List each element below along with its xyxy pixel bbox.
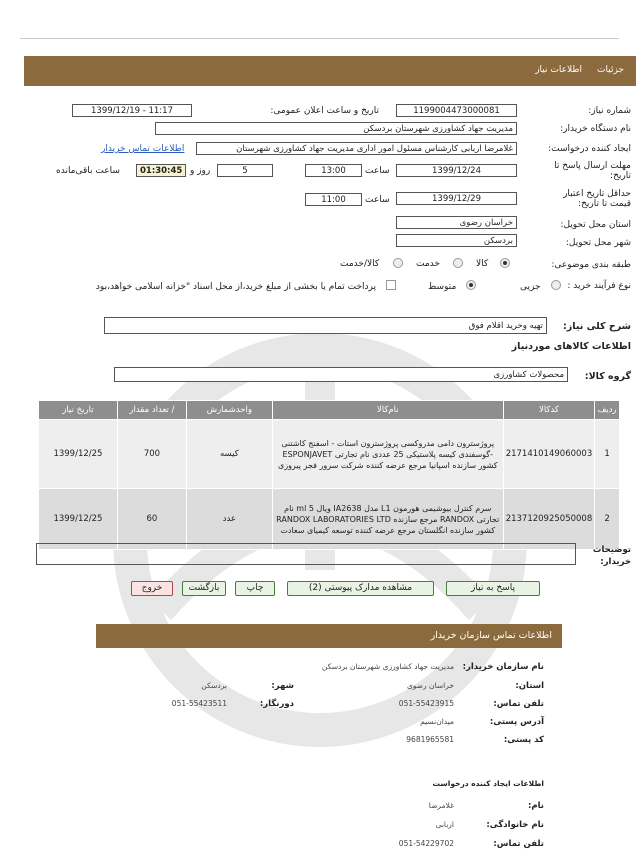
buyer-notes-label: توضیحات خریدار: [592,545,631,567]
row-code: 2137120925050008 [503,489,595,550]
city-field: بردسکن [396,234,517,247]
days-field: 5 [217,164,273,177]
row-code: 2171410149060003 [503,420,595,489]
contact-header [96,624,562,648]
deadline-label: مهلت ارسال پاسخ تا تاریخ: [554,161,631,181]
category-goods-radio[interactable] [500,258,510,268]
creator-phone-label: تلفن تماس: [493,839,544,849]
back-button[interactable]: بازگشت [182,581,226,596]
tab-need-info[interactable]: اطلاعات نیاز [535,65,582,75]
category-label: طبقه بندی موضوعی: [551,260,631,270]
address-label: آدرس پستی: [489,717,544,727]
phone-value: 051-55423915 [398,699,454,708]
province-label: استان محل تحویل: [560,220,631,230]
process-medium-radio[interactable] [466,280,476,290]
announce-label: تاریخ و ساعت اعلان عمومی: [270,106,379,116]
postal-label: کد پستی: [503,735,544,745]
deadline-date-field: 1399/12/24 [396,164,517,177]
goods-group-label: گروه کالا: [584,371,631,382]
process-small-label: جزیی [520,282,541,292]
row-unit: کیسه [186,420,272,489]
validity-time-field: 11:00 [305,193,362,206]
city-contact-value: بردسکن [201,681,227,690]
name-label: نام: [527,801,544,811]
row-unit: عدد [186,489,272,550]
family-value: اربابی [435,820,454,829]
row-index: 1 [595,420,620,489]
deadline-time-label: ساعت [365,166,390,176]
city-label: شهر محل تحویل: [565,238,631,248]
goods-info-title: اطلاعات کالاهای موردنیاز [511,341,631,352]
category-goods-label: کالا [476,259,489,269]
process-label: نوع فرآیند خرید : [567,281,631,291]
need-number-label: شماره نیاز: [588,106,631,116]
row-date: 1399/12/25 [39,489,118,550]
postal-value: 9681965581 [406,735,454,744]
col-date: تاریخ نیاز [39,401,118,420]
row-qty: 60 [117,489,186,550]
attachments-button[interactable]: مشاهده مدارک پیوستی (2) [287,581,434,596]
buyer-label: نام دستگاه خریدار: [560,124,631,134]
state-value: خراسان رضوی [406,681,454,690]
row-index: 2 [595,489,620,550]
org-label: نام سازمان خریدار: [462,662,544,672]
top-divider [20,38,619,39]
tab-details[interactable]: جزئیات [597,65,624,75]
name-value: غلامرضا [428,801,454,810]
page-header [24,56,636,86]
goods-table [38,400,620,550]
validity-time-label: ساعت [365,195,390,205]
col-code: کدکالا [503,401,595,420]
org-value: مدیریت جهاد کشاورزی شهرستان بردسکن [321,662,454,671]
creator-label: ایجاد کننده درخواست: [548,144,631,154]
category-goods-service-label: کالا/خدمت [340,259,380,269]
remaining-label: ساعت باقی‌مانده [56,166,120,176]
phone-label: تلفن تماس: [493,699,544,709]
days-label: روز و [190,166,211,176]
row-qty: 700 [117,420,186,489]
summary-label: شرح کلی نیاز: [562,321,631,332]
col-qty: / تعداد مقدار [117,401,186,420]
process-medium-label: متوسط [428,282,457,292]
fax-label: دورنگار: [259,699,294,709]
validity-date-field: 1399/12/29 [396,192,517,205]
table-row[interactable] [39,420,620,489]
state-label: استان: [515,681,544,691]
col-unit: واحدشمارش [186,401,272,420]
table-header-row [39,401,620,420]
category-service-label: خدمت [416,259,440,269]
family-label: نام خانوادگی: [486,820,544,830]
buyer-field: مدیریت جهاد کشاورزی شهرستان بردسکن [155,122,517,135]
row-name: پروژسترون دامی مدروکسی پروژسترون استات - اسفنج کاشتنی -گوسفندی کیسه پلاستیکی 25 عددی نام تجارتی ESPONJAVET کشور سازنده اسپانیا مرجع عرضه کننده شرکت سرور فجر پیروزی [272,420,503,489]
exit-button[interactable]: خروج [131,581,173,596]
table-row[interactable] [39,489,620,550]
category-goods-service-radio[interactable] [393,258,403,268]
city-contact-label: شهر: [271,681,294,691]
row-name: سرم کنترل بیوشیمی هورمون L1 مدل IA2638 ویال 5 ml نام تجارتی RANDOX مرجع سازنده RANDOX LABORATORIES LTD کشور سازنده انگلستان مرجع عرضه کننده توسعه کیمیای سعادت [272,489,503,550]
deadline-time-field: 13:00 [305,164,362,177]
reply-button[interactable]: پاسخ به نیاز [446,581,540,596]
need-number-field: 1199004473000081 [396,104,517,117]
summary-field: تهیه وخرید اقلام فوق [104,317,547,334]
col-index: ردیف [595,401,620,420]
category-service-radio[interactable] [453,258,463,268]
payment-note: پرداخت تمام یا بخشی از مبلغ خرید،از محل اسناد "خزانه اسلامی خواهد،بود [95,282,376,292]
remaining-time-field: 01:30:45 [136,164,186,177]
col-name: نام‌کالا [272,401,503,420]
validity-label: حداقل تاریخ اعتبار قیمت تا تاریخ: [563,189,631,209]
contact-title: اطلاعات تماس سازمان خریدار [430,630,552,641]
fax-value: 051-55423511 [171,699,227,708]
creator-field: غلامرضا اربابی کارشناس مسئول امور اداری مدیریت جهاد کشاورزی شهرستان [196,142,517,155]
payment-checkbox[interactable] [386,280,396,290]
address-value: میدان‌نسیم [420,717,454,726]
print-button[interactable]: چاپ [235,581,275,596]
process-small-radio[interactable] [551,280,561,290]
creator-phone-value: 051-54229702 [398,839,454,848]
creator-info-title: اطلاعات ایجاد کننده درخواست [432,779,544,788]
buyer-contact-link[interactable]: اطلاعات تماس خریدار [101,144,185,154]
goods-group-field: محصولات کشاورزی [114,367,568,382]
buyer-notes-field [36,543,576,565]
announce-field: 1399/12/19 - 11:17 [72,104,192,117]
row-date: 1399/12/25 [39,420,118,489]
province-field: خراسان رضوی [396,216,517,229]
